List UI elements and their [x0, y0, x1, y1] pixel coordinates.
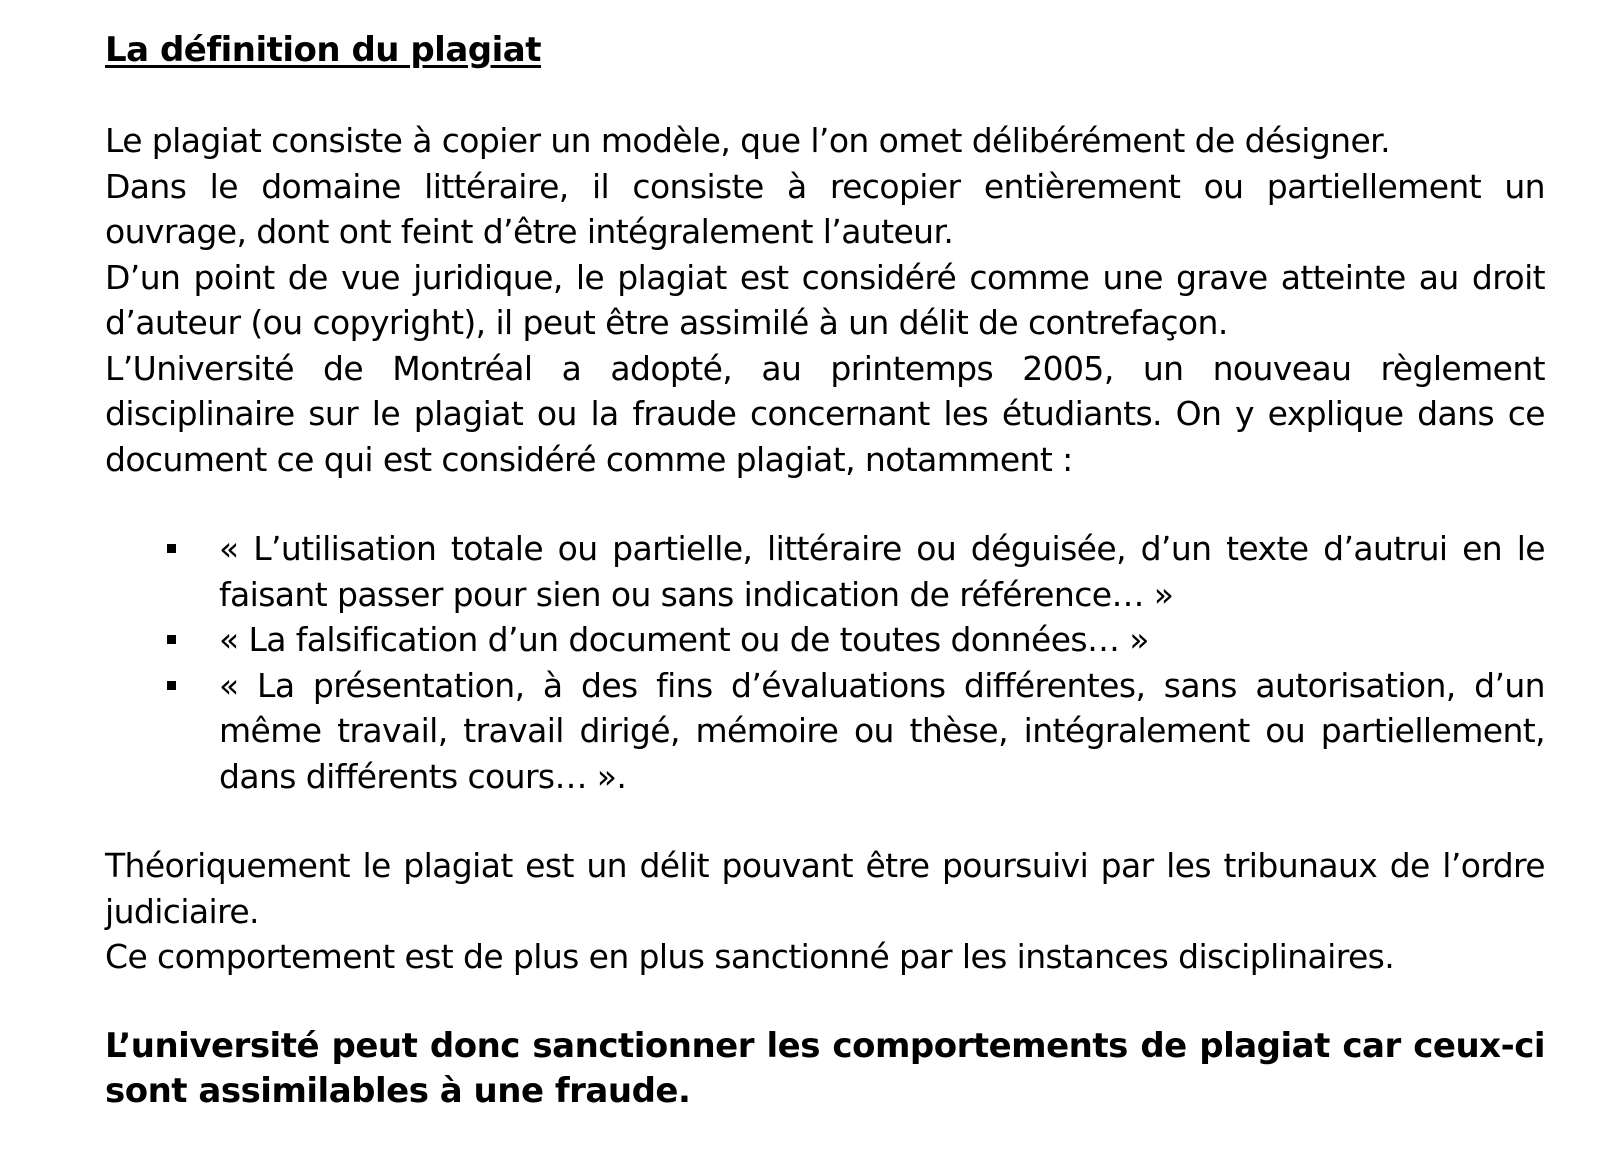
list-item-text: « La falsification d’un document ou de toutes données… »	[219, 620, 1149, 659]
list-item-text: « L’utilisation totale ou partielle, littéraire ou déguisée, d’un texte d’autrui en le faisant passer pour sien ou sans indication de référence… »	[219, 529, 1545, 614]
list-item	[105, 526, 1545, 617]
list-item	[105, 617, 1545, 663]
document-title: La définition du plagiat	[105, 30, 541, 70]
spacer	[105, 799, 1545, 843]
intro-paragraph-montreal: L’Université de Montréal a adopté, au printemps 2005, un nouveau règlement disciplinaire sur le plagiat ou la fraude concernant les étudiants. On y explique dans ce document ce qui est considéré comme plagiat, notamment :	[105, 348, 1545, 479]
conclusion-paragraph: L’université peut donc sanctionner les comportements de plagiat car ceux-ci sont assimilables à une fraude.	[105, 1025, 1545, 1111]
list-item	[105, 663, 1545, 800]
intro-paragraph-legal: D’un point de vue juridique, le plagiat est considéré comme une grave atteinte au droit d’auteur (ou copyright), il peut être assimilé à un délit de contrefaçon.	[105, 257, 1545, 342]
closing-paragraph-sanction: Ce comportement est de plus en plus sanctionné par les instances disciplinaires.	[105, 937, 1395, 976]
spacer	[105, 980, 1545, 1024]
intro-paragraph-literary: Dans le domaine littéraire, il consiste à recopier entièrement ou partiellement un ouvrage, dont ont feint d’être intégralement l’auteur.	[105, 166, 1545, 251]
plagiarism-examples-list	[105, 526, 1545, 799]
square-bullet-icon	[167, 544, 176, 553]
closing-paragraph-theory: Théoriquement le plagiat est un délit pouvant être poursuivi par les tribunaux de l’ordre judiciaire.	[105, 846, 1545, 931]
document-page	[105, 26, 1545, 1115]
intro-paragraph-definition: Le plagiat consiste à copier un modèle, que l’on omet délibérément de désigner.	[105, 121, 1391, 160]
square-bullet-icon	[167, 681, 176, 690]
spacer	[105, 482, 1545, 526]
spacer	[105, 74, 1545, 118]
square-bullet-icon	[167, 635, 176, 644]
list-item-text: « La présentation, à des fins d’évaluations différentes, sans autorisation, d’un même travail, travail dirigé, mémoire ou thèse, intégralement ou partiellement, dans différents cours… ».	[219, 665, 1545, 796]
